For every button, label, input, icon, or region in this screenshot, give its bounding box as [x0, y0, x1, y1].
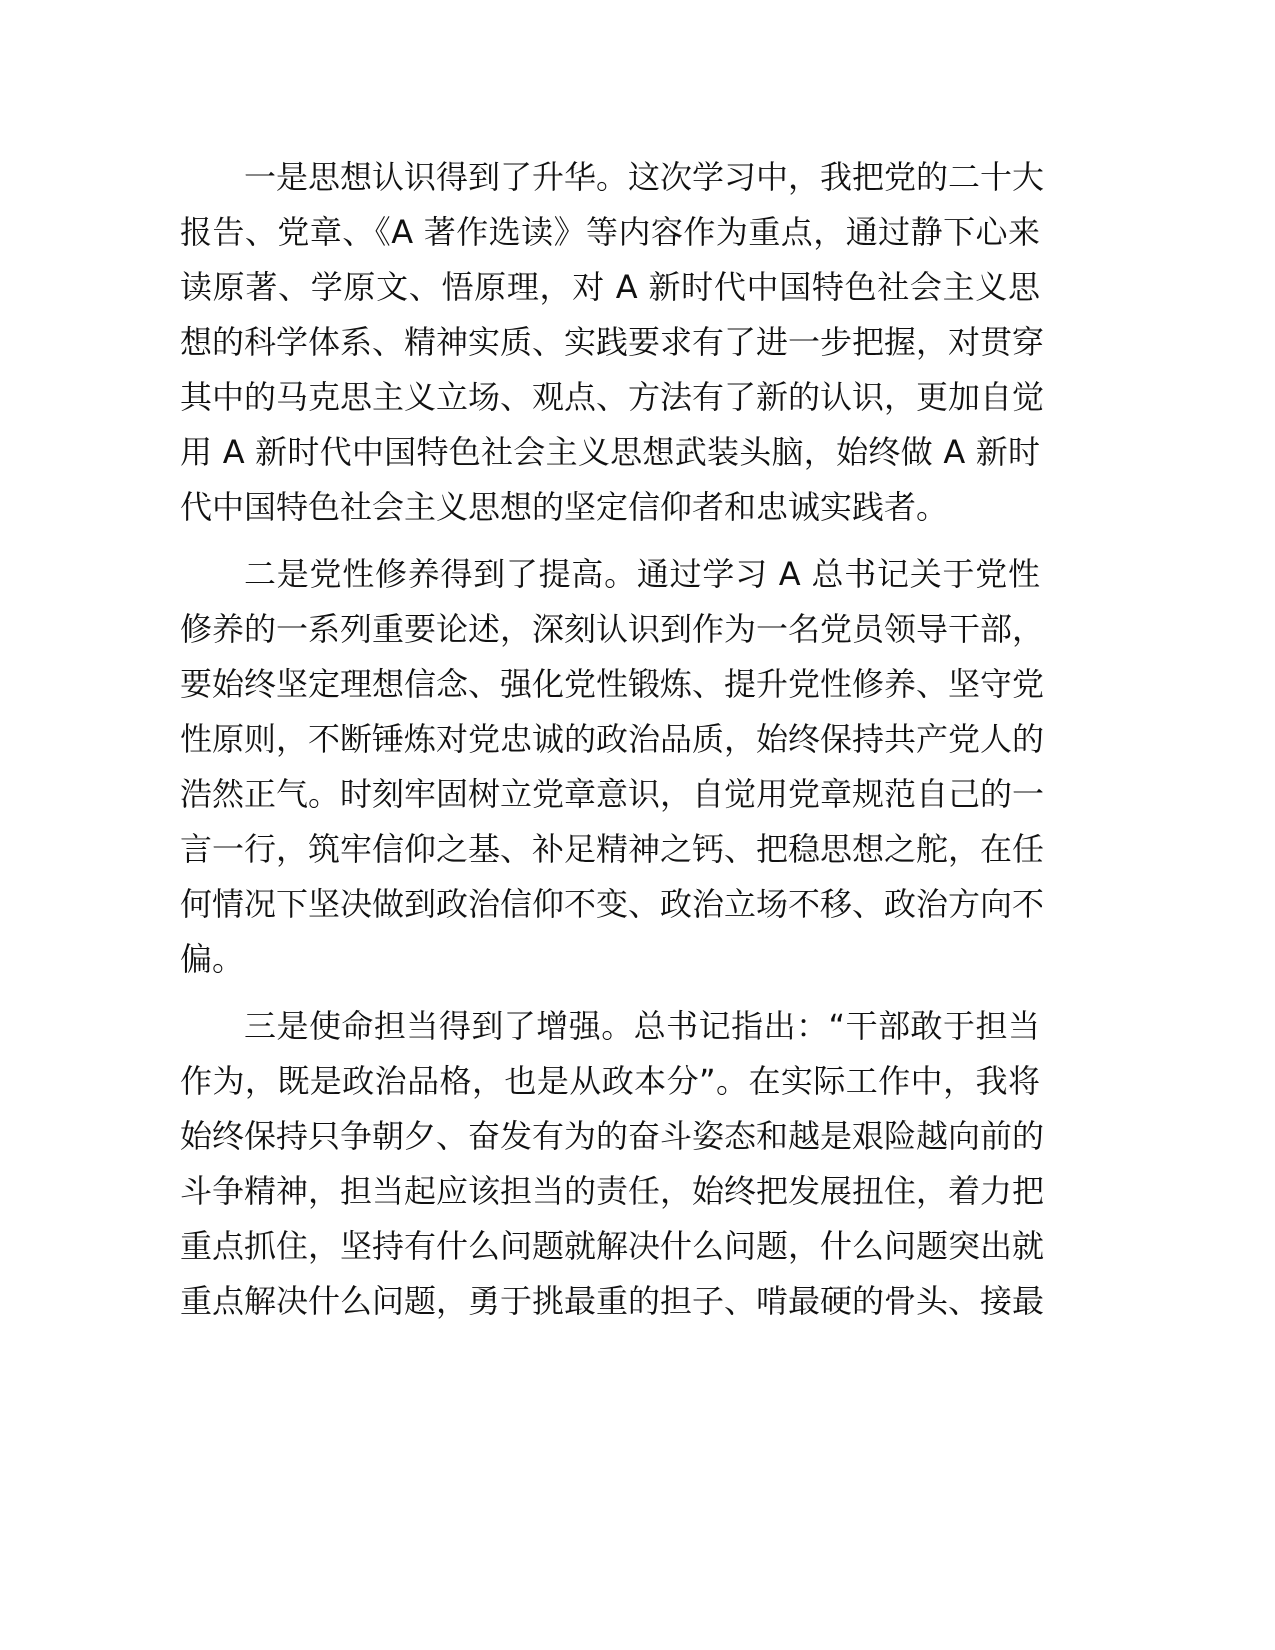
- text-line: 作为，既是政治品格，也是从政本分”。在实际工作中，我将: [180, 1062, 1040, 1100]
- text-line: 用 A 新时代中国特色社会主义思想武装头脑，始终做 A 新时: [180, 433, 1040, 471]
- text-line: 读原著、学原文、悟原理，对 A 新时代中国特色社会主义思: [180, 268, 1040, 306]
- text-line: 始终保持只争朝夕、奋发有为的奋斗姿态和越是艰险越向前的: [180, 1117, 1045, 1155]
- text-line: 要始终坚定理想信念、强化党性锻炼、提升党性修养、坚守党: [180, 665, 1045, 703]
- text-line: 想的科学体系、精神实质、实践要求有了进一步把握，对贯穿: [180, 323, 1045, 361]
- text-line: 偏。: [180, 940, 245, 978]
- text-line: 报告、党章、《A 著作选读》等内容作为重点，通过静下心来: [180, 213, 1040, 251]
- paragraph-thought-awareness: [180, 150, 1045, 535]
- text-line: 三是使命担当得到了增强。总书记指出：“干部敢于担当: [244, 1007, 1040, 1045]
- text-line: 重点解决什么问题，勇于挑最重的担子、啃最硬的骨头、接最: [180, 1282, 1045, 1320]
- text-line: 性原则，不断锤炼对党忠诚的政治品质，始终保持共产党人的: [180, 720, 1045, 758]
- paragraph-party-spirit: [180, 547, 1045, 987]
- text-line: 浩然正气。时刻牢固树立党章意识，自觉用党章规范自己的一: [180, 775, 1045, 813]
- text-line: 代中国特色社会主义思想的坚定信仰者和忠诚实践者。: [180, 488, 949, 526]
- document-body: [180, 150, 1045, 1341]
- text-line: 斗争精神，担当起应该担当的责任，始终把发展扭住，着力把: [180, 1172, 1045, 1210]
- text-line: 修养的一系列重要论述，深刻认识到作为一名党员领导干部，: [180, 610, 1045, 648]
- text-line: 言一行，筑牢信仰之基、补足精神之钙、把稳思想之舵，在任: [180, 830, 1045, 868]
- paragraph-mission-responsibility: [180, 999, 1045, 1329]
- text-line: 重点抓住，坚持有什么问题就解决什么问题，什么问题突出就: [180, 1227, 1045, 1265]
- text-line: 一是思想认识得到了升华。这次学习中，我把党的二十大: [244, 158, 1045, 196]
- text-line: 二是党性修养得到了提高。通过学习 A 总书记关于党性: [244, 555, 1040, 593]
- text-line: 何情况下坚决做到政治信仰不变、政治立场不移、政治方向不: [180, 885, 1045, 923]
- text-line: 其中的马克思主义立场、观点、方法有了新的认识，更加自觉: [180, 378, 1045, 416]
